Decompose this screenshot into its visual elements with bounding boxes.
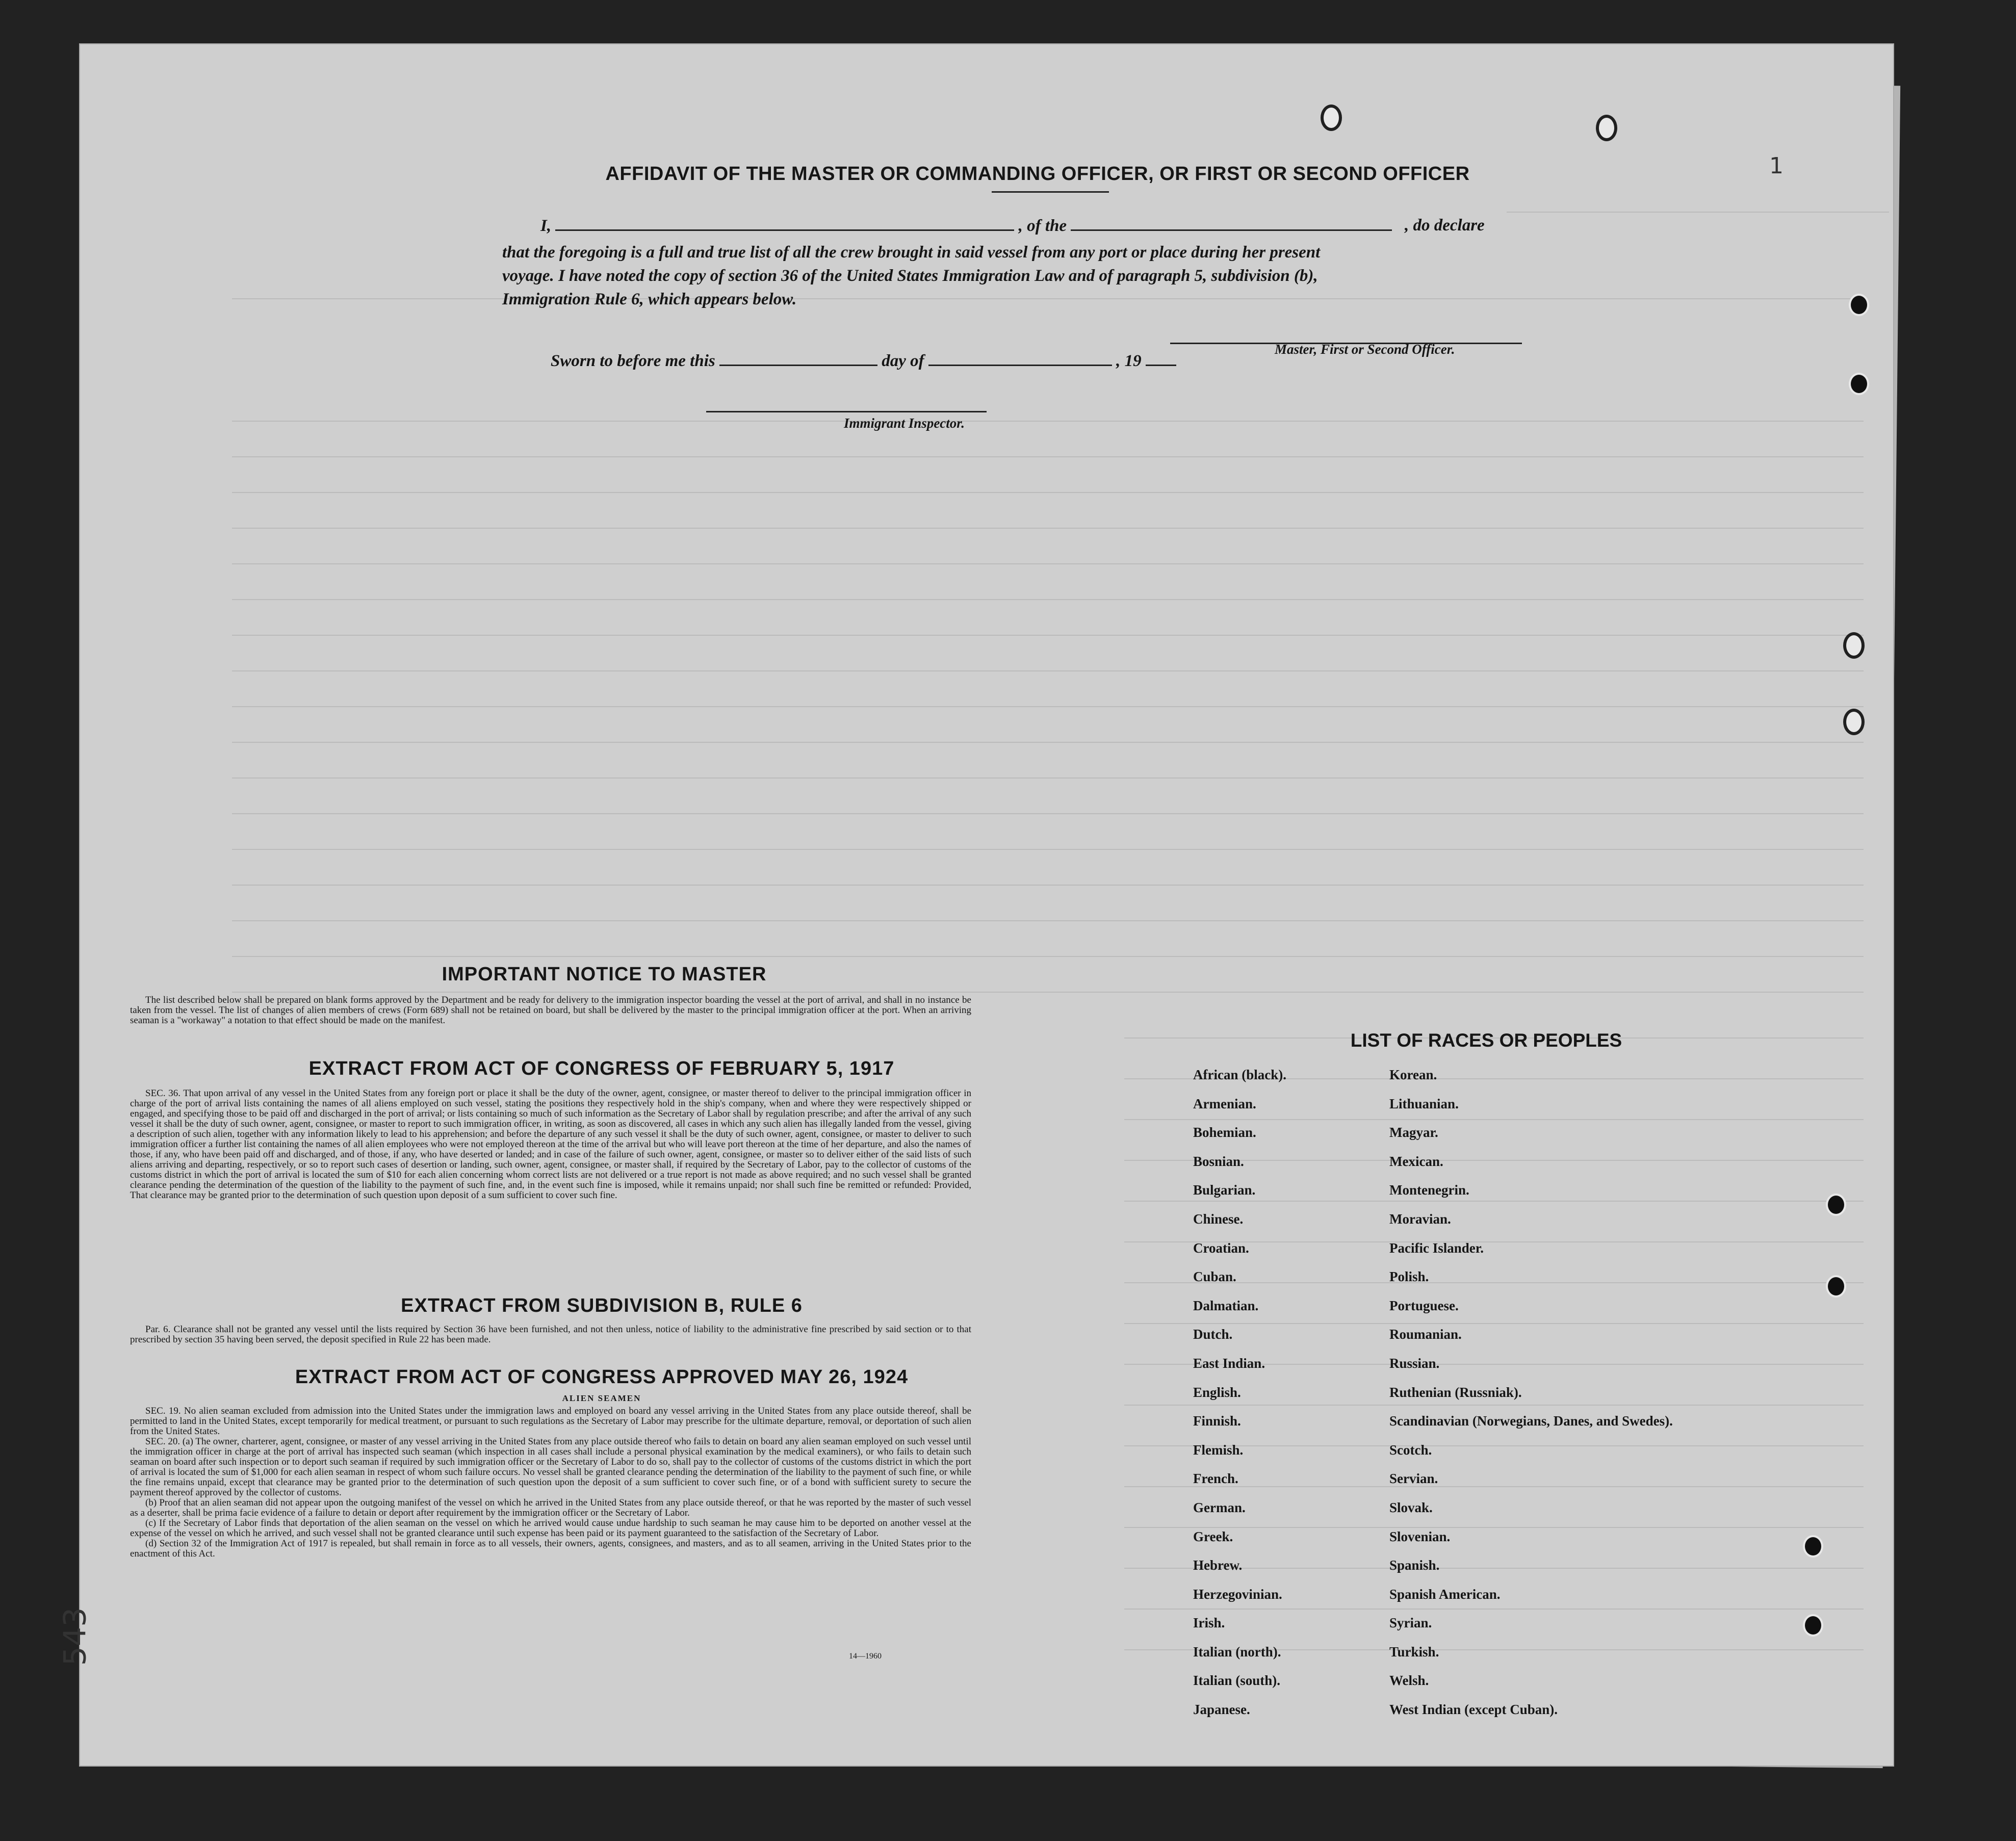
- sec-20b-paragraph: (b) Proof that an alien seaman did not appear upon the outgoing manifest of the vessel on which he arrived in the United States from any place outside thereof, or that he was reported by the master of such vessel as a deserter, shall be prima facie evidence of a failure to detain or deport after requirement by the immigration officer or the Secretary of Labor.: [130, 1497, 971, 1518]
- sworn-text: Sworn to before me this: [551, 352, 715, 370]
- race-item: Lithuanian.: [1389, 1096, 1459, 1111]
- name-blank: [555, 217, 1014, 231]
- extract-1917-title: EXTRACT FROM ACT OF CONGRESS OF FEBRUARY 5, 1917: [308, 1058, 895, 1079]
- sec-20c-paragraph: (c) If the Secretary of Labor finds that deportation of the alien seaman on the vessel on which he arrived would cause undue hardship to such seaman he may cause him to be deported on another vessel at the expense of the vessel on which he arrived, and such vessel shall not be granted clearance until such expense has been paid or its payment guaranteed to the satisfaction of the Secretary of Labor.: [130, 1518, 971, 1539]
- race-item: Cuban.: [1193, 1269, 1236, 1285]
- race-item: Magyar.: [1389, 1125, 1438, 1140]
- race-item: Portuguese.: [1389, 1298, 1459, 1313]
- race-item: Spanish American.: [1389, 1586, 1501, 1602]
- punch-hole: [1805, 1537, 1821, 1555]
- year-text: , 19: [1116, 352, 1142, 370]
- race-item: Pacific Islander.: [1389, 1240, 1484, 1256]
- race-item: Bohemian.: [1193, 1125, 1256, 1140]
- race-item: Dutch.: [1193, 1327, 1233, 1342]
- extract-rule6-body: [130, 1325, 971, 1345]
- punch-hole: [1851, 375, 1867, 393]
- sec-19-paragraph: SEC. 19. No alien seaman excluded from admission into the United States under the immigration laws and employed on board any vessel arriving in the United States from any place outside thereof, shall be permitted to land in the United States, except temporarily for medical treatment, or pursuant to such regulations as the Secretary of Labor may prescribe for the ultimate departure, removal, or deportation of such alien from the United States.: [130, 1406, 971, 1437]
- race-item: Mexican.: [1389, 1153, 1443, 1169]
- race-item: Flemish.: [1193, 1442, 1244, 1458]
- affidavit-declare: , do declare: [1405, 216, 1485, 235]
- race-item: Bosnian.: [1193, 1153, 1244, 1169]
- race-item: Russian.: [1389, 1355, 1440, 1371]
- sworn-month-blank: [928, 352, 1112, 366]
- punch-hole: [1805, 1616, 1821, 1635]
- punch-hole: [1843, 709, 1865, 735]
- vessel-blank: [1071, 217, 1392, 231]
- inspector-signature-line: [706, 399, 987, 412]
- race-item: Montenegrin.: [1389, 1182, 1469, 1198]
- race-item: Italian (south).: [1193, 1673, 1281, 1689]
- extract-1924-title: EXTRACT FROM ACT OF CONGRESS APPROVED MAY 26, 1924: [295, 1366, 909, 1388]
- punch-hole: [1828, 1277, 1844, 1295]
- race-item: English.: [1193, 1384, 1241, 1400]
- races-title: LIST OF RACES OR PEOPLES: [1350, 1030, 1622, 1051]
- race-item: Italian (north).: [1193, 1644, 1281, 1660]
- day-of-text: day of: [882, 352, 924, 370]
- race-item: Dalmatian.: [1193, 1298, 1259, 1313]
- notice-body: [130, 995, 971, 1026]
- race-item: Slovenian.: [1389, 1528, 1451, 1544]
- race-item: Scandinavian (Norwegians, Danes, and Swedes).: [1389, 1413, 1673, 1429]
- notice-title: IMPORTANT NOTICE TO MASTER: [442, 964, 767, 985]
- race-item: African (black).: [1193, 1067, 1286, 1082]
- race-item: Irish.: [1193, 1615, 1225, 1631]
- race-item: Hebrew.: [1193, 1558, 1243, 1573]
- race-item: Moravian.: [1389, 1211, 1451, 1227]
- race-item: Herzegovinian.: [1193, 1586, 1282, 1602]
- sworn-day-blank: [719, 352, 877, 366]
- race-item: Ruthenian (Russniak).: [1389, 1384, 1522, 1400]
- sworn-line: [551, 349, 1519, 373]
- master-signature-label: Master, First or Second Officer.: [1275, 342, 1455, 357]
- race-item: Armenian.: [1193, 1096, 1256, 1111]
- race-item: Korean.: [1389, 1067, 1437, 1082]
- punch-hole: [1321, 105, 1342, 131]
- section-36-paragraph: SEC. 36. That upon arrival of any vessel in the United States from any foreign port or place it shall be the duty of the owner, agent, consignee, or master thereof to deliver to the principal immigration officer in charge of the port of arrival lists containing the names of all aliens employed on such vessel, stating the positions they respectively hold in the ship's company, when and where they were respectively shipped or engaged, and specifying those to be paid off and discharged in the port of arrival; or lists containing so much of such information as the Secretary of Labor shall by regulation prescribe; and after the arrival of any such vessel it shall be the duty of such owner, agent, consignee, or master to report to such immigration officer, in writing, as soon as discovered, all cases in which any such alien has illegally landed from the vessel, giving a description of such alien, together with any information likely to lead to his apprehension; and before the departure of any such vessel it shall be the duty of such owner, agent, consignee, or master to deliver to such immigration officer a further list containing the names of all alien employees who were not employed thereon at the time of the arrival but who will leave port thereon at the time of her departure, and also the names of those, if any, who have been paid off and discharged, and of those, if any, who have deserted or landed; and in case of the failure of such owner, agent, consignee, or master so to deliver either of the said lists of such aliens arriving and departing, respectively, or so to report such cases of desertion or landing, such owner, agent, consignee, or master shall, if required by the Secretary of Labor, pay to the collector of customs of the customs district in which the port of arrival is located the sum of $10 for each alien concerning whom correct lists are not delivered or a true report is not made as above required; and no such vessel shall be granted clearance pending the determination of the question of the liability to the payment of such fine, and, in the event such fine is imposed, while it remains unpaid; nor shall such fine be remitted or refunded: Provided, That clearance may be granted prior to the determination of such question upon deposit of a sum sufficient to cover such fine.: [130, 1088, 971, 1201]
- race-item: Polish.: [1389, 1269, 1429, 1285]
- race-item: Finnish.: [1193, 1413, 1241, 1429]
- sec-20d-paragraph: (d) Section 32 of the Immigration Act of 1917 is repealed, but shall remain in force as to all vessels, their owners, agents, consignees, and masters, and as to all seamen, arriving in the United States prior to the enactment of this Act.: [130, 1538, 971, 1559]
- race-item: Turkish.: [1389, 1644, 1439, 1660]
- divider: [992, 191, 1109, 193]
- races-right-column: [1389, 1060, 1695, 1724]
- affidavit-line-2: [502, 241, 1573, 264]
- punch-hole: [1843, 632, 1865, 659]
- inspector-label: Immigrant Inspector.: [844, 416, 965, 431]
- alien-seamen-subhead: ALIEN SEAMEN: [562, 1393, 641, 1403]
- race-item: French.: [1193, 1471, 1238, 1487]
- race-item: Servian.: [1389, 1471, 1438, 1487]
- affidavit-i: I,: [540, 217, 552, 235]
- sec-20a-paragraph: SEC. 20. (a) The owner, charterer, agent, consignee, or master of any vessel arriving in the United States from any place outside thereof who fails to detain on board any alien seaman employed on such vessel until the immigration officer in charge at the port of arrival has inspected such seaman (which inspection in all cases shall include a personal physical examination by the medical examiners), or who fails to detain such seaman on board after such inspection or to deport such seaman if required by such immigration officer or the Secretary of Labor to do so, shall pay to the collector of customs of the customs district in which the port of arrival is located the sum of $1,000 for each alien seaman in respect of whom such failure occurs. No vessel shall be granted clearance pending the determination of the liability to the payment of such fine, or while the fine remains unpaid, except that clearance may be granted prior to the determination of such question upon the deposit of a sum sufficient to cover such fine, or of a bond with sufficient surety to secure the payment thereof approved by the collector of customs.: [130, 1436, 971, 1498]
- handwritten-page-number: 543: [57, 1607, 93, 1666]
- race-item: Bulgarian.: [1193, 1182, 1256, 1198]
- race-item: East Indian.: [1193, 1355, 1265, 1371]
- extract-1917-body: [130, 1088, 971, 1201]
- handwritten-corner-mark: 1: [1769, 153, 1784, 179]
- race-item: Roumanian.: [1389, 1327, 1462, 1342]
- race-item: Syrian.: [1389, 1615, 1432, 1631]
- extract-1924-body: [130, 1406, 971, 1559]
- punch-hole: [1828, 1196, 1844, 1214]
- race-item: Welsh.: [1389, 1673, 1429, 1689]
- race-item: Japanese.: [1193, 1702, 1250, 1718]
- rule6-paragraph: Par. 6. Clearance shall not be granted any vessel until the lists required by Section 36 have been furnished, and not then unless, notice of liability to the administrative fine prescribed by said section or to that prescribed by section 35 having been served, the deposit specified in Rule 22 has been made.: [130, 1324, 971, 1345]
- race-item: Slovak.: [1389, 1499, 1433, 1515]
- race-item: Greek.: [1193, 1528, 1233, 1544]
- race-item: Croatian.: [1193, 1240, 1249, 1256]
- affidavit-line-3: voyage. I have noted the copy of section 36 of the United States Immigration Law and of paragraph 5, subdivision (b),: [502, 267, 1318, 285]
- affidavit-line-4: Immigration Rule 6, which appears below.: [502, 290, 797, 308]
- extract-rule6-title: EXTRACT FROM SUBDIVISION B, RULE 6: [401, 1295, 803, 1316]
- race-item: Spanish.: [1389, 1558, 1440, 1573]
- race-item: Chinese.: [1193, 1211, 1244, 1227]
- race-item: German.: [1193, 1499, 1246, 1515]
- notice-paragraph: The list described below shall be prepared on blank forms approved by the Department and be ready for delivery to the immigration inspector boarding the vessel at the port of arrival, and shall in no instance be taken from the vessel. The list of changes of alien members of crews (Form 689) shall not be retained on board, but shall be delivered by the master to the principal immigration officer at the port. When an arriving seaman is a "workaway" a notation to that effect should be made on the manifest.: [130, 995, 971, 1026]
- document-page: [57, 43, 1894, 1767]
- affidavit-title: AFFIDAVIT OF THE MASTER OR COMMANDING OFFICER, OR FIRST OR SECOND OFFICER: [605, 163, 1470, 185]
- race-item: West Indian (except Cuban).: [1389, 1702, 1558, 1718]
- race-item: Scotch.: [1389, 1442, 1432, 1458]
- form-number: 14—1960: [849, 1652, 882, 1661]
- affidavit-of-the: , of the: [1018, 217, 1067, 235]
- punch-hole: [1851, 296, 1867, 314]
- affidavit-line-2-text: that the foregoing is a full and true list of all the crew brought in said vessel from any port or place during her present: [502, 243, 1321, 262]
- punch-hole: [1596, 115, 1617, 141]
- year-blank: [1146, 352, 1176, 366]
